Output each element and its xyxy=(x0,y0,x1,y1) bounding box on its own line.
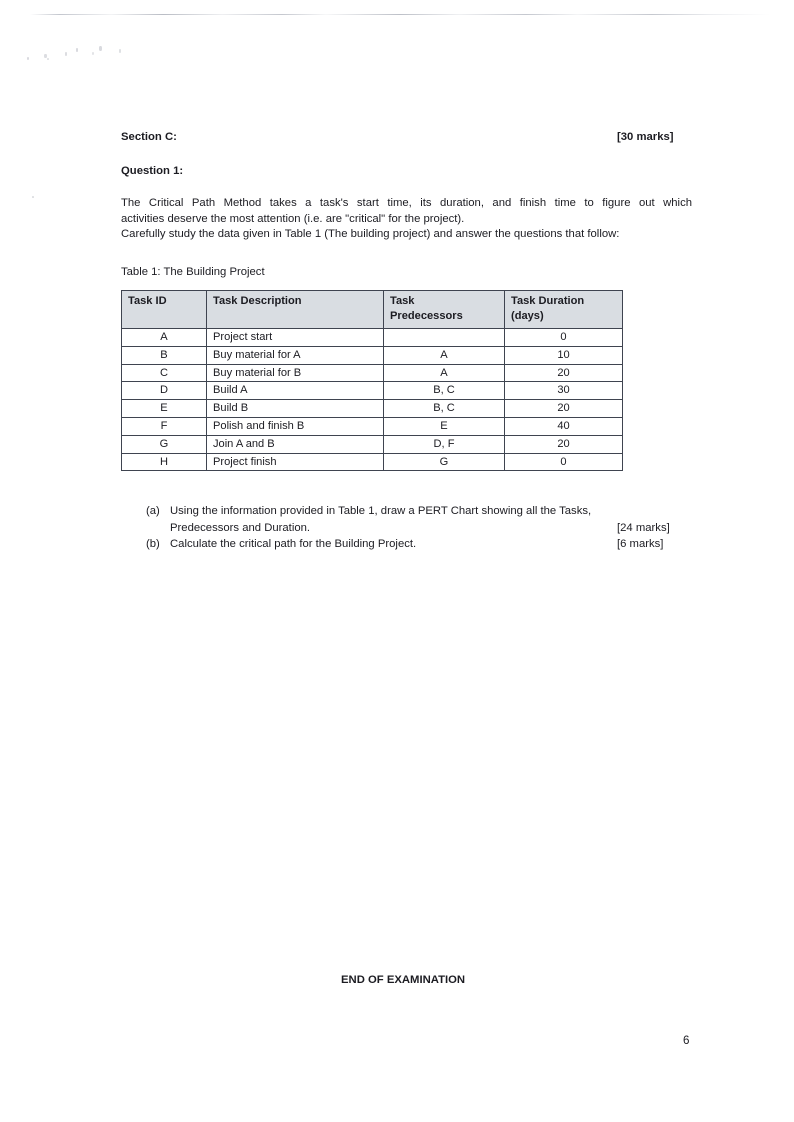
cell-predecessors: B, C xyxy=(384,400,505,418)
table-row xyxy=(122,329,623,347)
scan-artifact-speck xyxy=(119,49,121,53)
cell-duration: 0 xyxy=(505,329,623,347)
intro-paragraph-line-1: The Critical Path Method takes a task's start time, its duration, and finish time to figure out which xyxy=(121,197,692,209)
question-marker: (b) xyxy=(146,538,160,551)
scan-artifact-speck xyxy=(99,46,102,51)
scan-artifact-speck xyxy=(92,52,94,55)
intro-paragraph-line-2: activities deserve the most attention (i.e. are "critical" for the project). xyxy=(121,212,465,225)
table-row xyxy=(122,435,623,453)
cell-duration: 20 xyxy=(505,400,623,418)
table-row xyxy=(122,382,623,400)
column-header-duration: Task Duration (days) xyxy=(505,291,623,329)
cell-description: Build A xyxy=(207,382,384,400)
scan-artifact-speck xyxy=(47,58,49,60)
section-marks: [30 marks] xyxy=(617,131,674,143)
cell-description: Buy material for A xyxy=(207,346,384,364)
column-header-predecessors: Task Predecessors xyxy=(384,291,505,329)
table-row xyxy=(122,364,623,382)
cell-duration: 10 xyxy=(505,346,623,364)
table-body xyxy=(122,329,623,471)
scan-artifact-speck xyxy=(65,52,67,56)
table-caption: Table 1: The Building Project xyxy=(121,266,265,278)
cell-predecessors: G xyxy=(384,453,505,471)
question-marks: [6 marks] xyxy=(617,538,664,551)
cell-predecessors: D, F xyxy=(384,435,505,453)
building-project-table xyxy=(121,290,623,471)
column-header-description: Task Description xyxy=(207,291,384,329)
cell-predecessors: B, C xyxy=(384,382,505,400)
scan-artifact-speck xyxy=(32,196,34,198)
cell-predecessors: A xyxy=(384,364,505,382)
cell-task-id: G xyxy=(122,435,207,453)
page-number: 6 xyxy=(683,1034,690,1047)
question-item xyxy=(146,503,691,536)
intro-paragraph-line-3: Carefully study the data given in Table 1 (The building project) and answer the questions that follow: xyxy=(121,228,620,241)
cell-task-id: F xyxy=(122,417,207,435)
question-text: Calculate the critical path for the Building Project. xyxy=(170,538,417,551)
cell-task-id: H xyxy=(122,453,207,471)
cell-task-id: E xyxy=(122,400,207,418)
intro-paragraph-block xyxy=(121,196,692,243)
cell-predecessors: E xyxy=(384,417,505,435)
cell-duration: 0 xyxy=(505,453,623,471)
end-of-examination-notice: END OF EXAMINATION xyxy=(341,974,466,986)
column-header-task-id: Task ID xyxy=(122,291,207,329)
question-text: Using the information provided in Table 1, draw a PERT Chart showing all the Tasks, Predecessors and Duration. xyxy=(170,505,592,534)
question-item xyxy=(146,536,691,553)
table-header xyxy=(122,291,623,329)
cell-description: Polish and finish B xyxy=(207,417,384,435)
scan-artifact-line xyxy=(30,14,770,15)
cell-task-id: B xyxy=(122,346,207,364)
cell-duration: 30 xyxy=(505,382,623,400)
table-row xyxy=(122,417,623,435)
table-row xyxy=(122,346,623,364)
cell-duration: 20 xyxy=(505,435,623,453)
scan-artifact-speck xyxy=(27,57,29,60)
cell-description: Build B xyxy=(207,400,384,418)
cell-description: Project start xyxy=(207,329,384,347)
cell-task-id: A xyxy=(122,329,207,347)
cell-task-id: D xyxy=(122,382,207,400)
cell-description: Buy material for B xyxy=(207,364,384,382)
cell-description: Join A and B xyxy=(207,435,384,453)
questions-list xyxy=(146,503,691,553)
question-label: Question 1: xyxy=(121,165,184,177)
cell-predecessors: A xyxy=(384,346,505,364)
question-marks: [24 marks] xyxy=(617,521,670,534)
table-row xyxy=(122,400,623,418)
cell-duration: 20 xyxy=(505,364,623,382)
scan-artifact-speck xyxy=(76,48,78,52)
cell-duration: 40 xyxy=(505,417,623,435)
table-row xyxy=(122,453,623,471)
table-header-row xyxy=(122,291,623,329)
cell-task-id: C xyxy=(122,364,207,382)
section-label: Section C: xyxy=(121,131,177,143)
question-marker: (a) xyxy=(146,505,160,517)
cell-description: Project finish xyxy=(207,453,384,471)
cell-predecessors xyxy=(384,329,505,347)
